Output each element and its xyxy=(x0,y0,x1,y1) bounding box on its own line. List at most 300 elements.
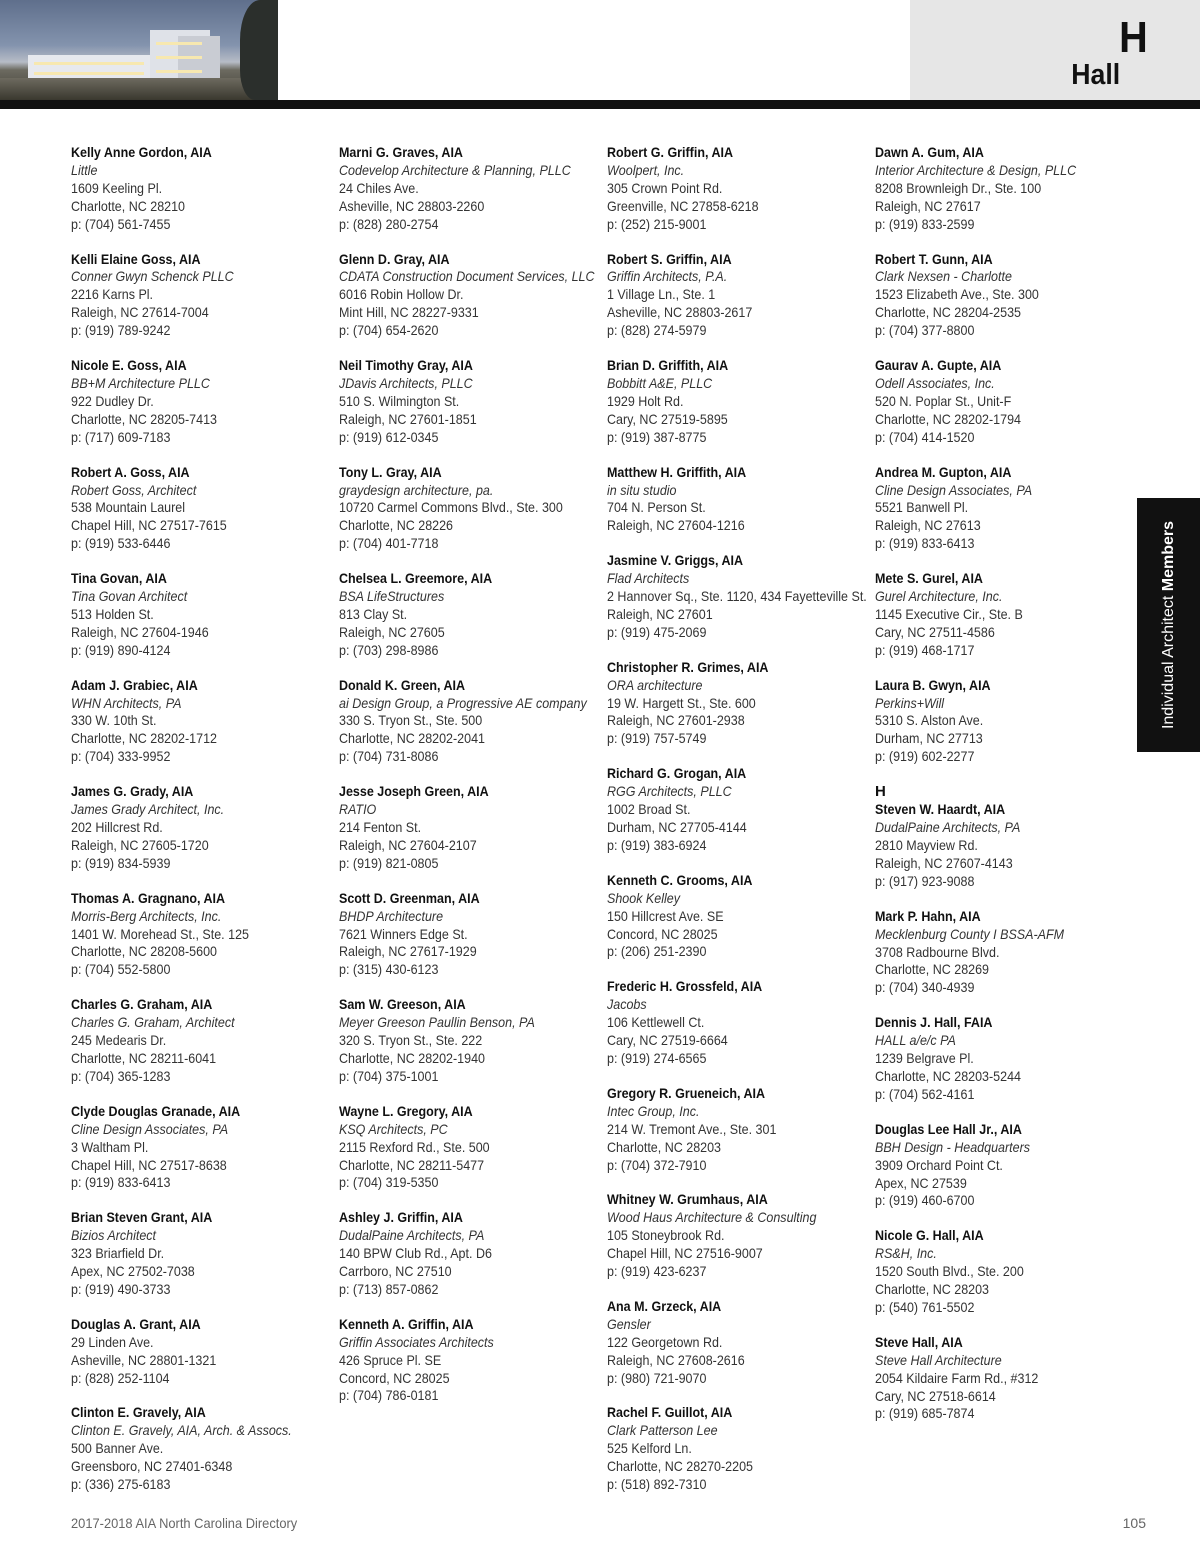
member-address: 122 Georgetown Rd. xyxy=(607,1334,723,1350)
member-phone: p: (919) 274-6565 xyxy=(607,1050,707,1066)
member-address: 1239 Belgrave Pl. xyxy=(875,1051,974,1067)
member-phone: p: (919) 468-1717 xyxy=(875,642,975,658)
member-firm: Interior Architecture & Design, PLLC xyxy=(875,162,1077,178)
member-entry xyxy=(875,570,1114,660)
member-firm: Jacobs xyxy=(607,997,647,1013)
member-city-state: Raleigh, NC 27601-2938 xyxy=(607,713,745,729)
member-phone: p: (919) 602-2277 xyxy=(875,749,975,765)
member-city-state: Cary, NC 27511-4586 xyxy=(875,624,995,640)
member-entry xyxy=(71,1209,310,1299)
member-entry xyxy=(607,357,846,447)
member-address: 24 Chiles Ave. xyxy=(339,180,419,196)
member-city-state: Raleigh, NC 27604-1216 xyxy=(607,518,745,534)
member-name: Ashley J. Griffin, AIA xyxy=(339,1210,463,1226)
member-name: Nicole G. Hall, AIA xyxy=(875,1228,984,1244)
member-address: 2 Hannover Sq., Ste. 1120, 434 Fayetteville St. xyxy=(607,589,867,605)
member-address: 1520 South Blvd., Ste. 200 xyxy=(875,1264,1024,1280)
member-city-state: Cary, NC 27519-6664 xyxy=(607,1033,728,1049)
member-name: Douglas A. Grant, AIA xyxy=(71,1316,201,1332)
member-phone: p: (704) 401-7718 xyxy=(339,536,439,552)
member-phone: p: (919) 383-6924 xyxy=(607,837,707,853)
member-entry xyxy=(339,1316,578,1406)
member-firm: Intec Group, Inc. xyxy=(607,1103,700,1119)
member-phone: p: (919) 685-7874 xyxy=(875,1406,975,1422)
header-rule xyxy=(0,100,1200,109)
member-firm: Meyer Greeson Paullin Benson, PA xyxy=(339,1015,535,1031)
member-name: Rachel F. Guillot, AIA xyxy=(607,1405,733,1421)
member-city-state: Greenville, NC 27858-6218 xyxy=(607,198,759,214)
member-address: 6016 Robin Hollow Dr. xyxy=(339,287,464,303)
member-entry xyxy=(71,357,310,447)
member-phone: p: (917) 923-9088 xyxy=(875,873,975,889)
member-address: 3 Waltham Pl. xyxy=(71,1139,149,1155)
member-phone: p: (919) 833-6413 xyxy=(71,1175,171,1191)
member-address: 2054 Kildaire Farm Rd., #312 xyxy=(875,1370,1039,1386)
member-name: Brian Steven Grant, AIA xyxy=(71,1210,213,1226)
member-name: Steve Hall, AIA xyxy=(875,1334,963,1350)
member-city-state: Raleigh, NC 27605 xyxy=(339,624,445,640)
member-city-state: Charlotte, NC 28203 xyxy=(607,1139,722,1155)
member-firm: in situ studio xyxy=(607,482,677,498)
member-address: 5310 S. Alston Ave. xyxy=(875,713,984,729)
member-name: Kenneth A. Griffin, AIA xyxy=(339,1316,474,1332)
member-entry xyxy=(71,890,310,980)
member-firm: James Grady Architect, Inc. xyxy=(71,802,225,818)
member-address: 2216 Karns Pl. xyxy=(71,287,154,303)
member-city-state: Charlotte, NC 28210 xyxy=(71,198,186,214)
member-address: 19 W. Hargett St., Ste. 600 xyxy=(607,695,756,711)
member-entry xyxy=(71,996,310,1086)
member-entry xyxy=(339,144,578,234)
member-phone: p: (704) 333-9952 xyxy=(71,749,171,765)
member-entry xyxy=(339,890,578,980)
member-address: 8208 Brownleigh Dr., Ste. 100 xyxy=(875,180,1042,196)
section-letter-heading: H xyxy=(875,783,886,801)
member-city-state: Charlotte, NC 28270-2205 xyxy=(607,1459,754,1475)
member-phone: p: (713) 857-0862 xyxy=(339,1281,439,1297)
member-phone: p: (980) 721-9070 xyxy=(607,1370,707,1386)
member-address: 3909 Orchard Point Ct. xyxy=(875,1157,1003,1173)
member-phone: p: (704) 375-1001 xyxy=(339,1068,439,1084)
member-entry xyxy=(71,1103,310,1193)
member-address: 813 Clay St. xyxy=(339,606,408,622)
member-address: 7621 Winners Edge St. xyxy=(339,926,468,942)
member-firm: Flad Architects xyxy=(607,571,690,587)
section-guide-word: Hall xyxy=(1071,59,1120,91)
member-city-state: Cary, NC 27519-5895 xyxy=(607,411,728,427)
member-name: Robert A. Goss, AIA xyxy=(71,464,190,480)
member-name: Robert S. Griffin, AIA xyxy=(607,251,732,267)
member-phone: p: (919) 833-2599 xyxy=(875,216,975,232)
member-firm: WHN Architects, PA xyxy=(71,695,182,711)
member-address: 1929 Holt Rd. xyxy=(607,393,684,409)
member-firm: Clark Nexsen - Charlotte xyxy=(875,269,1012,285)
member-name: James G. Grady, AIA xyxy=(71,784,194,800)
directory-column-2 xyxy=(339,144,599,1422)
member-name: Ana M. Grzeck, AIA xyxy=(607,1298,722,1314)
header-letter-panel xyxy=(910,0,1200,100)
member-name: Dennis J. Hall, FAIA xyxy=(875,1015,993,1031)
member-entry xyxy=(71,464,310,554)
member-name: Tony L. Gray, AIA xyxy=(339,464,442,480)
member-name: Kelli Elaine Goss, AIA xyxy=(71,251,201,267)
member-name: Nicole E. Goss, AIA xyxy=(71,358,187,374)
member-entry xyxy=(607,978,846,1068)
member-phone: p: (919) 387-8775 xyxy=(607,429,707,445)
member-phone: p: (919) 833-6413 xyxy=(875,536,975,552)
member-city-state: Raleigh, NC 27604-1946 xyxy=(71,624,209,640)
member-firm: BBH Design - Headquarters xyxy=(875,1139,1031,1155)
member-phone: p: (919) 612-0345 xyxy=(339,429,439,445)
member-name: Jesse Joseph Green, AIA xyxy=(339,784,489,800)
member-name: Whitney W. Grumhaus, AIA xyxy=(607,1192,768,1208)
member-address: 538 Mountain Laurel xyxy=(71,500,186,516)
member-phone: p: (540) 761-5502 xyxy=(875,1299,975,1315)
footer-directory-title: 2017-2018 AIA North Carolina Directory xyxy=(71,1515,298,1531)
member-phone: p: (336) 275-6183 xyxy=(71,1477,171,1493)
member-address: 1523 Elizabeth Ave., Ste. 300 xyxy=(875,287,1039,303)
member-entry xyxy=(607,1404,846,1494)
member-city-state: Carrboro, NC 27510 xyxy=(339,1264,452,1280)
member-address: 1609 Keeling Pl. xyxy=(71,180,163,196)
member-phone: p: (704) 319-5350 xyxy=(339,1175,439,1191)
member-name: Neil Timothy Gray, AIA xyxy=(339,358,473,374)
member-address: 922 Dudley Dr. xyxy=(71,393,154,409)
member-address: 202 Hillcrest Rd. xyxy=(71,820,163,835)
member-name: Matthew H. Griffith, AIA xyxy=(607,464,747,480)
member-city-state: Raleigh, NC 27607-4143 xyxy=(875,855,1013,871)
member-city-state: Chapel Hill, NC 27517-7615 xyxy=(71,518,227,534)
member-firm: Charles G. Graham, Architect xyxy=(71,1015,235,1031)
member-phone: p: (704) 654-2620 xyxy=(339,323,439,339)
member-entry xyxy=(71,783,310,873)
member-city-state: Raleigh, NC 27604-2107 xyxy=(339,837,477,853)
member-phone: p: (919) 490-3733 xyxy=(71,1281,171,1297)
member-entry xyxy=(339,1103,578,1193)
member-name: Dawn A. Gum, AIA xyxy=(875,145,984,160)
member-entry xyxy=(607,765,846,855)
member-firm: JDavis Architects, PLLC xyxy=(339,375,473,391)
member-entry xyxy=(607,872,846,962)
member-city-state: Charlotte, NC 28211-6041 xyxy=(71,1050,217,1066)
member-entry xyxy=(607,251,846,341)
member-city-state: Asheville, NC 28803-2617 xyxy=(607,305,753,321)
member-address: 2115 Rexford Rd., Ste. 500 xyxy=(339,1139,490,1155)
member-city-state: Raleigh, NC 27617 xyxy=(875,198,981,214)
member-city-state: Charlotte, NC 28208-5600 xyxy=(71,944,218,960)
member-firm: RGG Architects, PLLC xyxy=(607,784,732,800)
member-entry xyxy=(71,1404,310,1494)
member-name: Christopher R. Grimes, AIA xyxy=(607,659,769,675)
member-phone: p: (704) 552-5800 xyxy=(71,962,171,978)
member-phone: p: (704) 414-1520 xyxy=(875,429,975,445)
member-firm: Conner Gwyn Schenck PLLC xyxy=(71,269,234,285)
member-name: Gregory R. Grueneich, AIA xyxy=(607,1085,765,1101)
member-city-state: Charlotte, NC 28226 xyxy=(339,518,454,534)
member-firm: CDATA Construction Document Services, LLC xyxy=(339,269,595,285)
member-entry xyxy=(71,144,310,234)
member-phone: p: (704) 377-8800 xyxy=(875,323,975,339)
member-address: 2810 Mayview Rd. xyxy=(875,838,978,853)
member-firm: Wood Haus Architecture & Consulting xyxy=(607,1210,817,1226)
member-city-state: Raleigh, NC 27605-1720 xyxy=(71,837,209,853)
member-name: Richard G. Grogan, AIA xyxy=(607,766,747,782)
member-name: Wayne L. Gregory, AIA xyxy=(339,1103,473,1119)
member-entry xyxy=(71,251,310,341)
member-address: 426 Spruce Pl. SE xyxy=(339,1352,442,1368)
member-address: 1002 Broad St. xyxy=(607,802,691,818)
member-entry xyxy=(875,1014,1114,1104)
member-phone: p: (252) 215-9001 xyxy=(607,216,707,232)
member-name: Mark P. Hahn, AIA xyxy=(875,908,981,924)
member-city-state: Charlotte, NC 28202-1940 xyxy=(339,1050,486,1066)
member-firm: BSA LifeStructures xyxy=(339,589,445,605)
member-name: Glenn D. Gray, AIA xyxy=(339,251,450,267)
member-phone: p: (919) 834-5939 xyxy=(71,855,171,871)
member-city-state: Charlotte, NC 28202-1794 xyxy=(875,411,1022,427)
member-entry xyxy=(607,552,867,642)
member-entry xyxy=(875,908,1114,998)
member-entry xyxy=(875,251,1114,341)
member-city-state: Mint Hill, NC 28227-9331 xyxy=(339,305,479,321)
member-phone: p: (919) 821-0805 xyxy=(339,855,439,871)
member-entry xyxy=(875,677,1114,767)
member-address: 150 Hillcrest Ave. SE xyxy=(607,908,724,924)
member-address: 1401 W. Morehead St., Ste. 125 xyxy=(71,926,249,942)
member-city-state: Charlotte, NC 28211-5477 xyxy=(339,1157,485,1173)
member-firm: Little xyxy=(71,162,98,178)
member-phone: p: (704) 786-0181 xyxy=(339,1388,439,1404)
member-firm: Woolpert, Inc. xyxy=(607,162,685,178)
member-phone: p: (206) 251-2390 xyxy=(607,944,707,960)
member-address: 245 Medearis Dr. xyxy=(71,1033,167,1049)
section-letter: H xyxy=(1119,13,1148,62)
member-city-state: Durham, NC 27705-4144 xyxy=(607,820,747,835)
member-entry xyxy=(339,357,578,447)
member-firm: Mecklenburg County I BSSA-AFM xyxy=(875,926,1065,942)
member-city-state: Raleigh, NC 27601 xyxy=(607,606,713,622)
side-tab xyxy=(1137,498,1200,752)
member-name: Steven W. Haardt, AIA xyxy=(875,802,1006,818)
member-city-state: Raleigh, NC 27617-1929 xyxy=(339,944,477,960)
member-city-state: Concord, NC 28025 xyxy=(607,926,718,942)
member-phone: p: (919) 475-2069 xyxy=(607,624,707,640)
member-phone: p: (919) 460-6700 xyxy=(875,1193,975,1209)
member-address: 525 Kelford Ln. xyxy=(607,1441,692,1457)
header-building-photo xyxy=(0,0,278,100)
member-address: 3708 Radbourne Blvd. xyxy=(875,944,1000,960)
member-address: 305 Crown Point Rd. xyxy=(607,180,723,196)
member-address: 320 S. Tryon St., Ste. 222 xyxy=(339,1033,483,1049)
member-entry xyxy=(339,464,578,554)
member-name: Gaurav A. Gupte, AIA xyxy=(875,358,1002,374)
member-entry xyxy=(607,1298,846,1388)
member-name: Tina Govan, AIA xyxy=(71,571,167,587)
member-address: 5521 Banwell Pl. xyxy=(875,500,969,516)
member-address: 704 N. Person St. xyxy=(607,500,706,516)
member-firm: RATIO xyxy=(339,802,377,818)
member-address: 140 BPW Club Rd., Apt. D6 xyxy=(339,1246,492,1262)
member-phone: p: (919) 789-9242 xyxy=(71,323,171,339)
member-firm: Cline Design Associates, PA xyxy=(71,1121,229,1137)
directory-column-1 xyxy=(71,144,331,1511)
member-entry xyxy=(339,996,578,1086)
member-entry xyxy=(607,464,846,536)
member-phone: p: (315) 430-6123 xyxy=(339,962,439,978)
member-firm: ai Design Group, a Progressive AE company xyxy=(339,695,587,711)
member-name: Charles G. Graham, AIA xyxy=(71,997,213,1013)
member-name: Andrea M. Gupton, AIA xyxy=(875,464,1012,480)
member-phone: p: (704) 372-7910 xyxy=(607,1157,707,1173)
member-name: Brian D. Griffith, AIA xyxy=(607,358,729,374)
member-entry xyxy=(875,1121,1114,1211)
member-name: Mete S. Gurel, AIA xyxy=(875,571,983,587)
member-city-state: Raleigh, NC 27608-2616 xyxy=(607,1352,745,1368)
member-city-state: Raleigh, NC 27601-1851 xyxy=(339,411,477,427)
member-firm: Tina Govan Architect xyxy=(71,589,188,605)
member-entry xyxy=(339,677,587,767)
member-firm: Codevelop Architecture & Planning, PLLC xyxy=(339,162,571,178)
member-phone: p: (704) 365-1283 xyxy=(71,1068,171,1084)
member-entry xyxy=(607,1085,846,1175)
member-phone: p: (704) 731-8086 xyxy=(339,749,439,765)
member-city-state: Chapel Hill, NC 27516-9007 xyxy=(607,1246,763,1262)
member-entry xyxy=(875,1334,1114,1424)
member-address: 323 Briarfield Dr. xyxy=(71,1246,165,1262)
member-firm: Morris-Berg Architects, Inc. xyxy=(71,908,222,924)
member-address: 330 S. Tryon St., Ste. 500 xyxy=(339,713,483,729)
member-firm: Bobbitt A&E, PLLC xyxy=(607,375,713,391)
member-firm: BB+M Architecture PLLC xyxy=(71,375,210,391)
member-name: Marni G. Graves, AIA xyxy=(339,145,463,160)
member-name: Laura B. Gwyn, AIA xyxy=(875,677,991,693)
member-entry xyxy=(875,1227,1114,1317)
member-entry xyxy=(607,144,846,234)
member-name: Scott D. Greenman, AIA xyxy=(339,890,480,906)
member-firm: Clinton E. Gravely, AIA, Arch. & Assocs. xyxy=(71,1423,292,1439)
member-city-state: Apex, NC 27502-7038 xyxy=(71,1264,195,1280)
member-firm: HALL a/e/c PA xyxy=(875,1033,956,1049)
member-city-state: Charlotte, NC 28203-5244 xyxy=(875,1068,1022,1084)
member-phone: p: (703) 298-8986 xyxy=(339,642,439,658)
member-name: Jasmine V. Griggs, AIA xyxy=(607,553,744,569)
member-name: Chelsea L. Greemore, AIA xyxy=(339,571,493,587)
member-name: Clyde Douglas Granade, AIA xyxy=(71,1103,241,1119)
member-firm: graydesign architecture, pa. xyxy=(339,482,494,498)
member-name: Kelly Anne Gordon, AIA xyxy=(71,145,212,160)
member-entry xyxy=(875,801,1114,891)
member-address: 214 W. Tremont Ave., Ste. 301 xyxy=(607,1121,777,1137)
side-tab-label: Individual Architect Members xyxy=(1159,520,1177,730)
member-firm: Perkins+Will xyxy=(875,695,945,711)
member-entry xyxy=(71,677,310,767)
member-address: 29 Linden Ave. xyxy=(71,1334,154,1350)
member-entry xyxy=(875,357,1114,447)
member-firm: Steve Hall Architecture xyxy=(875,1352,1002,1368)
member-firm: Griffin Architects, P.A. xyxy=(607,269,728,285)
member-firm: DudalPaine Architects, PA xyxy=(875,820,1021,836)
member-address: 510 S. Wilmington St. xyxy=(339,393,460,409)
member-entry xyxy=(875,464,1114,554)
member-city-state: Raleigh, NC 27614-7004 xyxy=(71,305,209,321)
member-entry xyxy=(339,251,595,341)
member-city-state: Charlotte, NC 28269 xyxy=(875,962,990,978)
member-phone: p: (919) 890-4124 xyxy=(71,642,171,658)
member-city-state: Charlotte, NC 28202-2041 xyxy=(339,731,486,747)
member-name: Kenneth C. Grooms, AIA xyxy=(607,872,753,888)
member-address: 520 N. Poplar St., Unit-F xyxy=(875,393,1012,409)
member-phone: p: (828) 252-1104 xyxy=(71,1370,170,1386)
member-name: Adam J. Grabiec, AIA xyxy=(71,677,198,693)
member-phone: p: (704) 561-7455 xyxy=(71,216,171,232)
member-entry xyxy=(875,144,1114,234)
member-name: Clinton E. Gravely, AIA xyxy=(71,1405,206,1421)
member-phone: p: (704) 340-4939 xyxy=(875,980,975,996)
member-city-state: Greensboro, NC 27401-6348 xyxy=(71,1459,233,1475)
member-firm: RS&H, Inc. xyxy=(875,1246,937,1262)
member-phone: p: (919) 423-6237 xyxy=(607,1264,707,1280)
member-city-state: Asheville, NC 28801-1321 xyxy=(71,1352,217,1368)
member-firm: Griffin Associates Architects xyxy=(339,1334,494,1350)
member-entry xyxy=(607,1191,846,1281)
member-phone: p: (919) 757-5749 xyxy=(607,731,707,747)
member-name: Robert G. Griffin, AIA xyxy=(607,145,733,160)
member-firm: DudalPaine Architects, PA xyxy=(339,1228,485,1244)
member-phone: p: (704) 562-4161 xyxy=(875,1086,975,1102)
member-name: Robert T. Gunn, AIA xyxy=(875,251,993,267)
member-firm: Robert Goss, Architect xyxy=(71,482,197,498)
member-city-state: Charlotte, NC 28205-7413 xyxy=(71,411,218,427)
member-firm: Bizios Architect xyxy=(71,1228,157,1244)
member-firm: BHDP Architecture xyxy=(339,908,444,924)
member-city-state: Asheville, NC 28803-2260 xyxy=(339,198,485,214)
member-name: Sam W. Greeson, AIA xyxy=(339,997,466,1013)
member-phone: p: (828) 280-2754 xyxy=(339,216,439,232)
member-firm: Gurel Architecture, Inc. xyxy=(875,589,1003,605)
member-name: Frederic H. Grossfeld, AIA xyxy=(607,979,763,995)
member-city-state: Charlotte, NC 28204-2535 xyxy=(875,305,1022,321)
member-city-state: Cary, NC 27518-6614 xyxy=(875,1388,996,1404)
member-phone: p: (518) 892-7310 xyxy=(607,1477,707,1493)
member-name: Thomas A. Gragnano, AIA xyxy=(71,890,226,906)
member-address: 500 Banner Ave. xyxy=(71,1441,164,1457)
member-address: 106 Kettlewell Ct. xyxy=(607,1015,705,1031)
member-address: 1145 Executive Cir., Ste. B xyxy=(875,606,1023,622)
member-address: 10720 Carmel Commons Blvd., Ste. 300 xyxy=(339,500,563,516)
member-city-state: Raleigh, NC 27613 xyxy=(875,518,981,534)
member-firm: Clark Patterson Lee xyxy=(607,1423,718,1439)
member-city-state: Charlotte, NC 28202-1712 xyxy=(71,731,218,747)
member-firm: Gensler xyxy=(607,1316,651,1332)
member-entry xyxy=(607,659,846,749)
member-address: 513 Holden St. xyxy=(71,606,154,622)
member-entry xyxy=(71,1316,310,1388)
member-firm: ORA architecture xyxy=(607,677,703,693)
member-phone: p: (919) 533-6446 xyxy=(71,536,171,552)
member-firm: Cline Design Associates, PA xyxy=(875,482,1033,498)
member-firm: KSQ Architects, PC xyxy=(339,1121,448,1137)
directory-column-3 xyxy=(607,144,867,1511)
member-city-state: Chapel Hill, NC 27517-8638 xyxy=(71,1157,227,1173)
member-entry xyxy=(71,570,310,660)
page-number: 105 xyxy=(1122,1515,1146,1531)
member-phone: p: (828) 274-5979 xyxy=(607,323,707,339)
member-address: 330 W. 10th St. xyxy=(71,713,157,729)
member-firm: Shook Kelley xyxy=(607,890,681,906)
member-address: 1 Village Ln., Ste. 1 xyxy=(607,287,716,303)
member-city-state: Apex, NC 27539 xyxy=(875,1175,967,1191)
member-city-state: Concord, NC 28025 xyxy=(339,1370,450,1386)
